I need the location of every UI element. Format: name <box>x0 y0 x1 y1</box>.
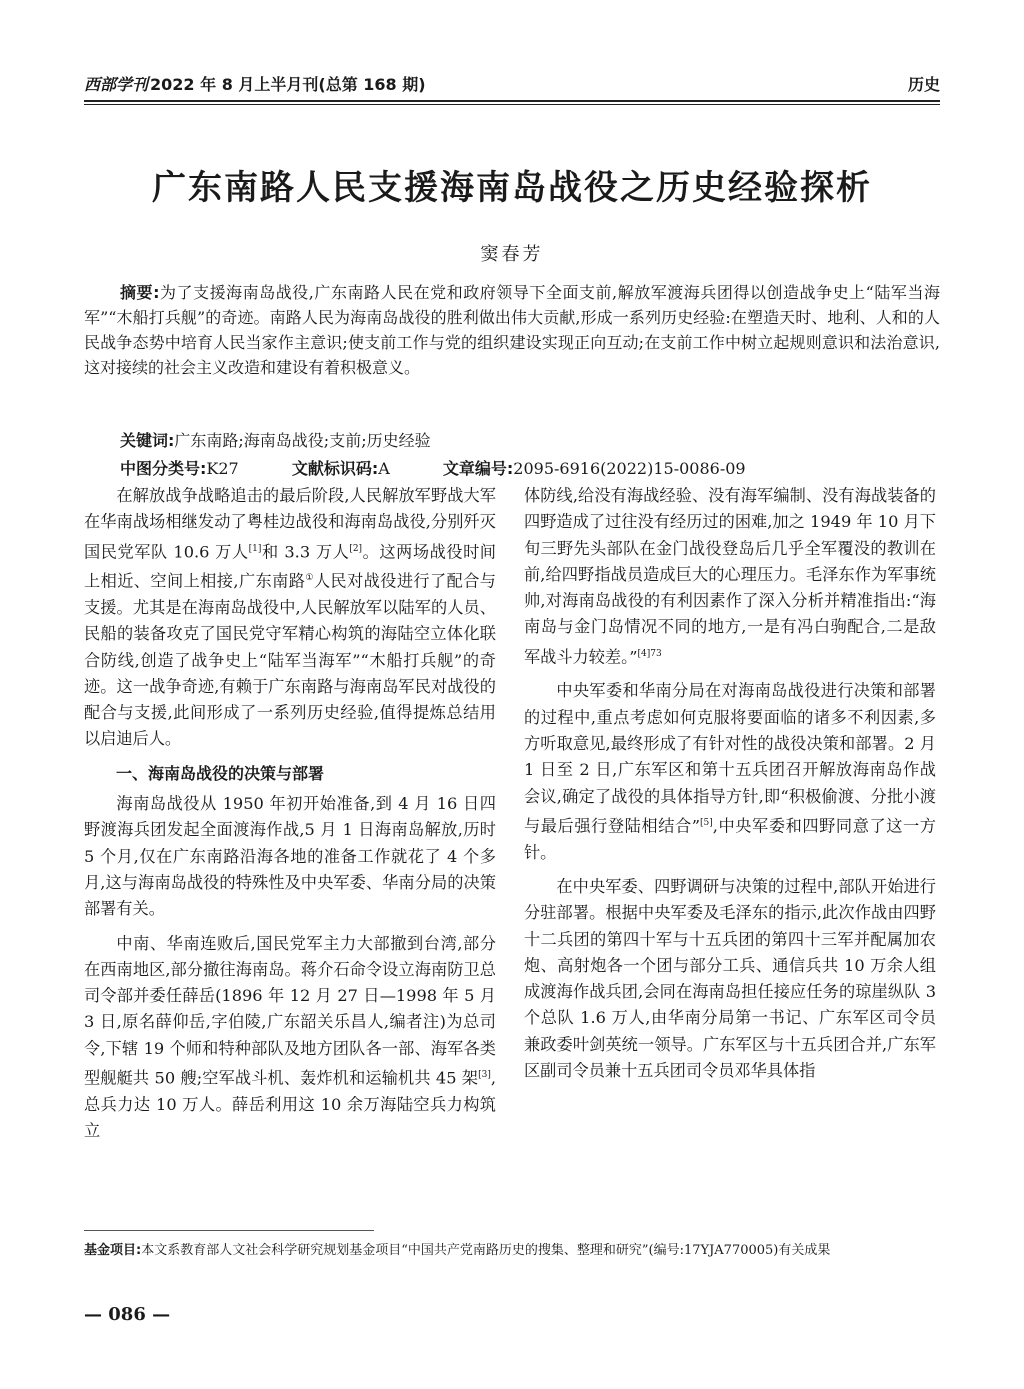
abstract-label: 摘要: <box>120 283 160 302</box>
paragraph: 中南、华南连败后,国民党军主力大部撤到台湾,部分在西南地区,部分撤往海南岛。蒋介石命令设立海南防卫总司令部并委任薛岳(1896 年 12 月 27 日—1998 年 5 月 3 日,原名薛仰岳,字伯陵,广东韶关乐昌人,编者注)为总司令,下辖 19 个师和特种部队及地方团队各一部、海军各类型舰艇共 50 艘;空军战斗机、轰炸机和运输机共 45 架[3],总兵力达 10 万人。薛岳利用这 10 余万海陆空兵力构筑立 <box>84 933 496 1140</box>
keywords-label: 关键词: <box>120 431 175 450</box>
citation[interactable]: [3] <box>478 1070 491 1081</box>
citation[interactable]: [1] <box>248 543 262 554</box>
body-column-left <box>84 483 496 1152</box>
footnote-rule <box>84 1230 374 1231</box>
issue-text: 2022 年 8 月上半月刊(总第 168 期) <box>150 75 426 94</box>
clc-label: 中图分类号: <box>120 459 207 478</box>
funding-text: 本文系教育部人文社会科学研究规划基金项目“中国共产党南路历史的搜集、整理和研究”(编号:17YJA770005)有关成果 <box>141 1243 831 1258</box>
footnote-marker[interactable]: ① <box>305 573 314 584</box>
paragraph: 中央军委和华南分局在对海南岛战役进行决策和部署的过程中,重点考虑如何克服将要面临的诸多不利因素,多方听取意见,最终形成了有针对性的战役决策和部署。2 月 1 日至 2 日,广东军区和第十五兵团召开解放海南岛作战会议,确定了战役的具体指导方针,即“积极偷渡、分批小渡与最后强行登陆相结合”[5],中央军委和四野同意了这一方针。 <box>524 681 936 862</box>
citation[interactable]: [5] <box>700 817 713 828</box>
art-label: 文章编号: <box>442 459 514 478</box>
paragraph: 海南岛战役从 1950 年初开始准备,到 4 月 16 日四野渡海兵团发起全面渡海作战,5 月 1 日海南岛解放,历时 5 个月,仅在广东南路沿海各地的准备工作就花了 4 个多月,这与海南岛战役的特殊性及中央军委、华南分局的决策部署有关。 <box>84 794 496 919</box>
doc-code <box>292 459 390 478</box>
page-number: — 086 — <box>84 1304 171 1325</box>
doc-label: 文献标识码: <box>291 459 379 478</box>
article-meta <box>120 456 940 479</box>
header-rule <box>84 100 940 102</box>
art-value: 2095-6916(2022)15-0086-09 <box>513 459 746 478</box>
citation[interactable]: [2] <box>349 543 363 554</box>
article-number <box>443 459 746 478</box>
keywords-text: 广东南路;海南岛战役;支前;历史经验 <box>174 431 431 450</box>
paragraph: 体防线,给没有海战经验、没有海军编制、没有海战装备的四野造成了过往没有经历过的困难,加之 1949 年 10 月下旬三野先头部队在金门战役登岛后几乎全军覆没的教训在前,给四野指战员造成巨大的心理压力。毛泽东作为军事统帅,对海南岛战役的有利因素作了深入分析并精准指出:“海南岛与金门岛情况不同的地方,一是有冯白驹配合,二是敌军战斗力较差。”$^{[4]73}$ <box>524 486 936 667</box>
section-heading: 一、海南岛战役的决策与部署 <box>116 763 325 783</box>
running-header <box>84 72 940 98</box>
section-label: 历史 <box>907 75 940 94</box>
author: 窦春芳 <box>480 244 544 265</box>
journal-logo: 西部学刊 <box>84 75 149 94</box>
keywords <box>120 428 431 451</box>
article-title: 广东南路人民支援海南岛战役之历史经验探析 <box>152 168 872 208</box>
header-rule-thin <box>84 104 940 105</box>
clc <box>120 459 239 478</box>
journal-issue <box>84 72 426 95</box>
body-column-right <box>524 483 936 1092</box>
abstract <box>84 280 940 380</box>
paragraph: 在解放战争战略追击的最后阶段,人民解放军野战大军在华南战场相继发动了粤桂边战役和海南岛战役,分别歼灭国民党军队 10.6 万人[1]和 3.3 万人[2]。这两场战役时间上相近、空间上相接,广东南路①人民对战役进行了配合与支援。尤其是在海南岛战役中,人民解放军以陆军的人员、民船的装备攻克了国民党守军精心构筑的海陆空立体化联合防线,创造了战争史上“陆军当海军”“木船打兵舰”的奇迹。这一战争奇迹,有赖于广东南路与海南岛军民对战役的配合与支援,此间形成了一系列历史经验,值得提炼总结用以启迪后人。 <box>84 486 496 749</box>
citation[interactable]: [4]73 <box>637 648 662 659</box>
funding-label: 基金项目: <box>84 1243 142 1258</box>
funding-note <box>84 1240 940 1262</box>
paragraph: 在中央军委、四野调研与决策的过程中,部队开始进行分驻部署。根据中央军委及毛泽东的指示,此次作战由四野十二兵团的第四十军与十五兵团的第四十三军并配属加农炮、高射炮各一个团与部分工兵、通信兵共 10 万余人组成渡海作战兵团,会同在海南岛担任接应任务的琼崖纵队 3 个总队 1.6 万人,由华南分局第一书记、广东军区司令员兼政委叶剑英统一领导。广东军区与十五兵团合并,广东军区副司令员兼十五兵团司令员邓华具体指 <box>524 876 936 1081</box>
abstract-text: 为了支援海南岛战役,广东南路人民在党和政府领导下全面支前,解放军渡海兵团得以创造战争史上“陆军当海军”“木船打兵舰”的奇迹。南路人民为海南岛战役的胜利做出伟大贡献,形成一系列历史经验:在塑造天时、地利、人和的人民战争态势中培育人民当家作主意识;使支前工作与党的组织建设实现正向互动;在支前工作中树立起规则意识和法治意识,这对接续的社会主义改造和建设有着积极意义。 <box>84 283 940 377</box>
doc-value: A <box>378 459 390 478</box>
clc-value: K27 <box>206 459 239 478</box>
